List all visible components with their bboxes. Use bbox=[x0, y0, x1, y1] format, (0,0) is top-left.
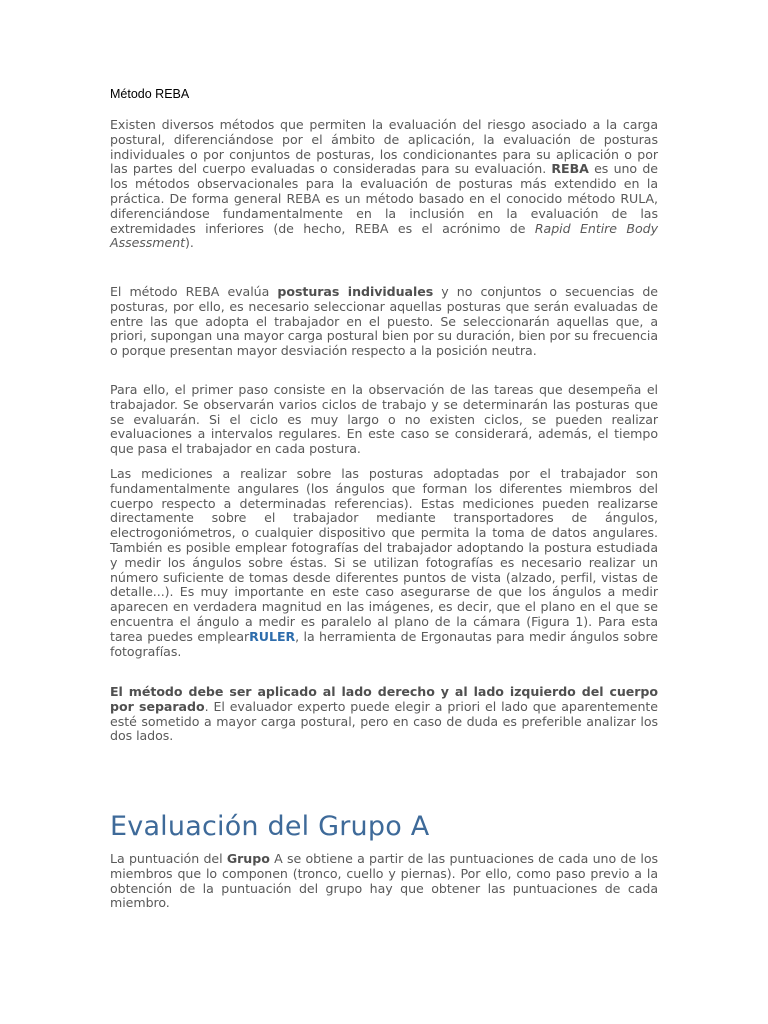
bold-text-reba: REBA bbox=[551, 161, 589, 177]
bold-text-posturas: posturas individuales bbox=[277, 284, 434, 299]
text-run: Las mediciones a realizar sobre las posturas adoptadas por el trabajador son fundamentalmente angulares (los ángulos que forman los diferentes miembros del cuerpo respecto a determinadas referencias). Estas mediciones pueden realizarse directamente sobre el trabajador mediante transportadores de ángulos, electrogoniómetros, o cualquier dispositivo que permita la toma de datos angulares. También es posible emplear fotografías del trabajador adoptando la postura estudiada y medir los ángulos sobre éstas. Si se utilizan fotografías es necesario realizar un número suficiente de tomas desde diferentes puntos de vista (alzado, perfil, vistas de detalle...). Es muy importante en este caso asegurarse de que los ángulos a medir aparecen en verdadera magnitud en las imágenes, es decir, que el plano en el que se encuentra el ángulo a medir es paralelo al plano de la cámara (Figura 1). Para esta tarea puedes emplear bbox=[110, 466, 658, 644]
bold-text-grupo: Grupo bbox=[226, 851, 270, 866]
document-title: Método REBA bbox=[110, 87, 190, 101]
paragraph-intro bbox=[110, 118, 658, 251]
section-heading-grupo-a: Evaluación del Grupo A bbox=[110, 811, 430, 842]
text-run: , la herramienta de Ergonautas para medir ángulos sobre fotografías. bbox=[110, 628, 658, 659]
bold-text-lados: El método debe ser aplicado al lado derecho y al lado izquierdo del cuerpo por separado bbox=[110, 684, 658, 714]
text-run: La puntuación del bbox=[110, 851, 227, 866]
text-run: y no conjuntos o secuencias de posturas, por ello, es necesario seleccionar aquellas posturas que serán evaluadas de entre las que adopta el trabajador en el puesto. Se seleccionarán aquellas que, a priori, supongan una mayor carga postural bien por su duración, bien por su frecuencia o porque presentan mayor desviación respecto a la posición neutra. bbox=[110, 284, 659, 359]
text-run: . El evaluador experto puede elegir a priori el lado que aparentemente esté sometido a mayor carga postural, pero en caso de duda es preferible analizar los dos lados. bbox=[110, 698, 658, 744]
text-run: Existen diversos métodos que permiten la evaluación del riesgo asociado a la carga postural, diferenciándose por el ámbito de aplicación, la evaluación de posturas individuales o por conjuntos de posturas, los condicionantes para su aplicación o por las partes del cuerpo evaluadas o consideradas para su evaluación. bbox=[110, 117, 658, 177]
text-run: A se obtiene a partir de las puntuaciones de cada uno de los miembros que lo componen (tronco, cuello y piernas). Por ello, como paso previo a la obtención de la puntuación del grupo hay que obtener las puntuaciones de cada miembro. bbox=[110, 851, 658, 911]
paragraph-mediciones bbox=[110, 467, 658, 659]
text-run: ). bbox=[185, 235, 194, 251]
paragraph-lados bbox=[110, 685, 658, 744]
italic-text-acronym: Rapid Entire Body Assessment bbox=[110, 220, 658, 251]
paragraph-grupo-a bbox=[110, 852, 658, 911]
paragraph-posturas bbox=[110, 285, 658, 359]
paragraph-observacion: Para ello, el primer paso consiste en la observación de las tareas que desempeña el trabajador. Se observarán varios ciclos de trabajo y se determinarán las posturas que se evaluarán. Si el ciclo es muy largo o no existen ciclos, se pueden realizar evaluaciones a intervalos regulares. En este caso se considerará, además, el tiempo que pasa el trabajador en cada postura. bbox=[110, 382, 658, 457]
ruler-link[interactable]: RULER bbox=[249, 628, 296, 644]
text-run: El método REBA evalúa bbox=[110, 284, 278, 299]
text-run: es uno de los métodos observacionales para la evaluación de posturas más extendido en la práctica. De forma general REBA es un método basado en el conocido método RULA, diferenciándose fundamentalmente en la inclusión en la evaluación de las extremidades inferiores (de hecho, REBA es el acrónimo de bbox=[110, 161, 658, 236]
